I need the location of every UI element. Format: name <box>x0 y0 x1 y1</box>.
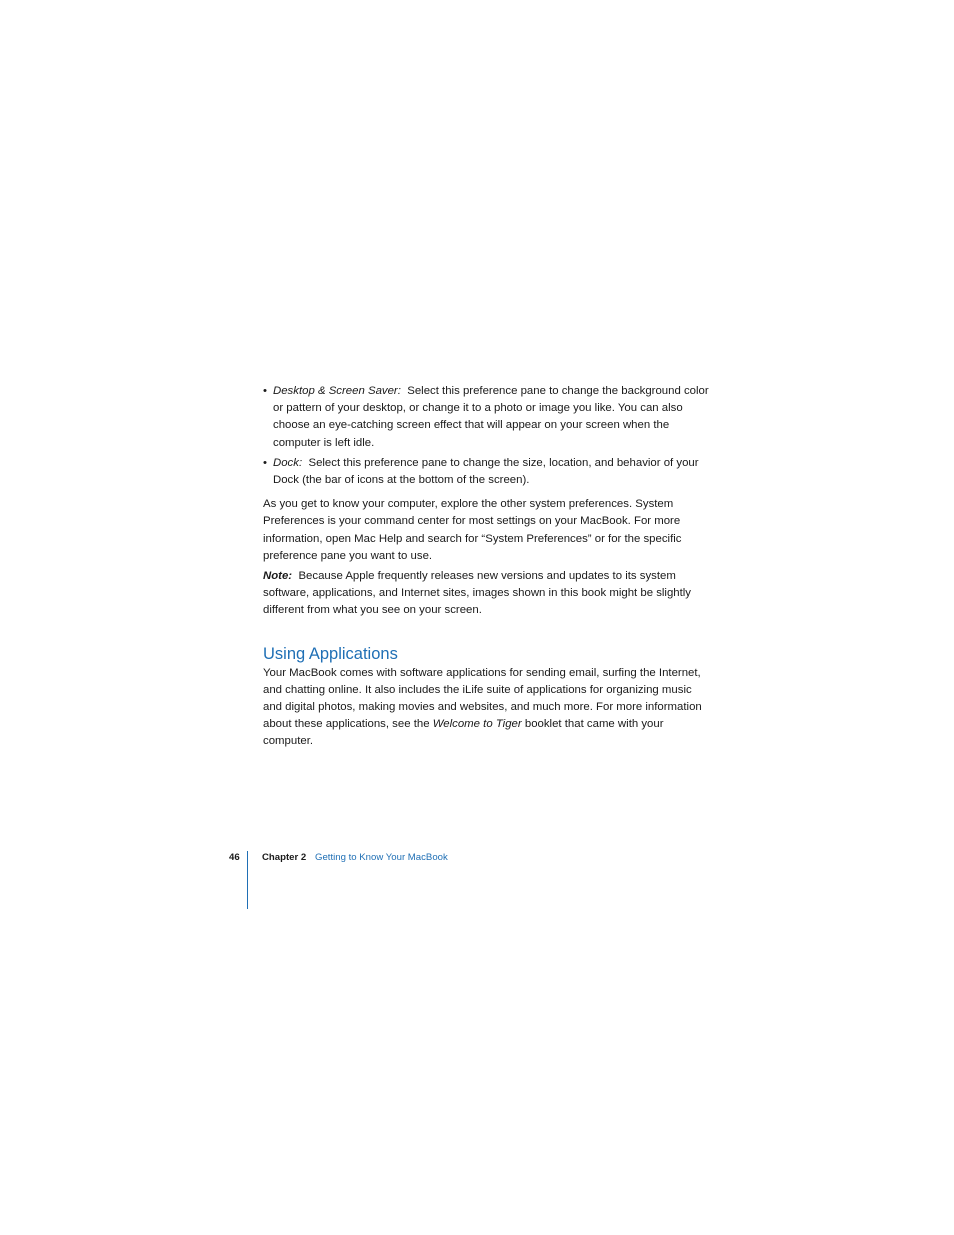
footer-divider <box>247 851 248 909</box>
note-paragraph <box>263 568 713 620</box>
bullet-icon: • <box>263 385 267 397</box>
page-number: 46 <box>229 852 240 863</box>
bullet-icon: • <box>263 456 267 469</box>
chapter-label: Chapter 2 <box>262 852 307 863</box>
list-item-text: Select this preference pane to change the background color or pattern of your desktop, or change it to a photo or image you like. You can also choose an eye-catching screen effect that will appear on your screen when the computer is left idle. <box>273 385 709 449</box>
list-item-desktop-screen-saver <box>263 383 713 452</box>
list-item-term: Desktop & Screen Saver: <box>273 385 401 397</box>
section-heading: Using Applications <box>263 644 398 663</box>
list-item-text: Select this preference pane to change the size, location, and behavior of your Dock (the bar of icons at the bottom of the screen). <box>273 456 699 487</box>
list-item-term: Dock: <box>273 456 303 469</box>
preference-pane-list <box>263 383 713 489</box>
list-item-dock <box>263 455 713 489</box>
section-body-text: Your MacBook comes with software applications for sending email, surfing the Internet, and chatting online. It also includes the iLife suite of applications for organizing music and digital photos, making movies and websites, and much more. For more information about these applications, see the <box>263 666 702 731</box>
chapter-title: Getting to Know Your MacBook <box>315 852 448 863</box>
note-label: Note: <box>263 570 293 583</box>
booklet-title: Welcome to Tiger <box>432 718 522 731</box>
section-body <box>263 665 713 751</box>
section-body-text-end: booklet that came with your computer. <box>263 718 664 748</box>
page-content <box>263 383 713 751</box>
note-text: Because Apple frequently releases new versions and updates to its system software, applications, and Internet sites, images shown in this book might be slightly different from what you see on your screen. <box>263 570 692 617</box>
intro-paragraph: As you get to know your computer, explore the other system preferences. System Preferences is your command center for most settings on your MacBook. For more information, open Mac Help and search for “System Preferences” or for the specific preference pane you want to use. <box>263 498 682 562</box>
